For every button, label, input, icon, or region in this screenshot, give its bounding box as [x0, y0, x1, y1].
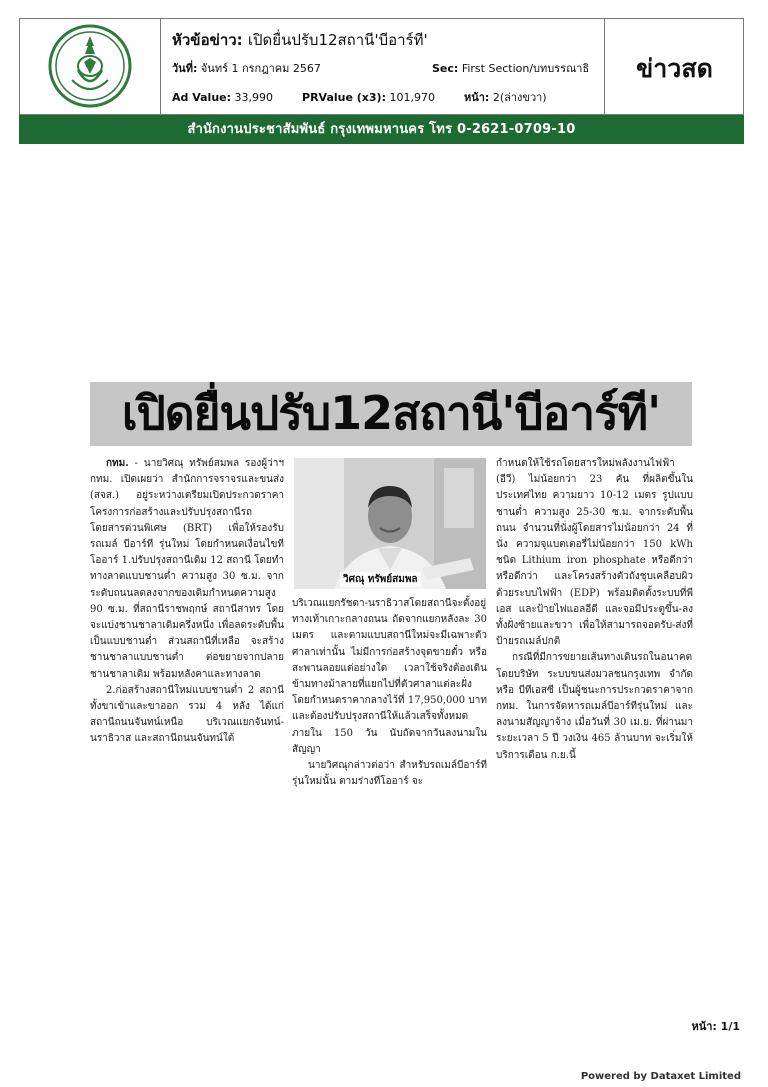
- news-header-card: [19, 18, 744, 115]
- date-value: จันทร์ 1 กรกฎาคม 2567: [200, 62, 321, 75]
- page-value: 2(ล่างขวา): [492, 91, 547, 104]
- column-3-paragraph-2: กรณีที่มีการขยายเส้นทางเดินรถในอนาคต โดยบริษัท ระบบขนส่งมวลชนกรุงเทพ จำกัด หรือ บีทีเอสซี เป็นผู้ชนะการประกวดราคาจาก กทม. ในการจัดหารถเมล์บีอาร์ทีรุ่นใหม่ และลงนามสัญญาจ้าง เมื่อวันที่ 30 เม.ย. ที่ผ่านมา ระยะเวลา 5 ปี วงเงิน 465 ล้านบาท จะเริ่มให้บริการเดือน ก.ย.นี้: [496, 652, 693, 761]
- article-column-3: [496, 456, 693, 764]
- section-field: [432, 59, 589, 77]
- ad-value: 33,990: [234, 91, 274, 104]
- ad-value-label: Ad Value:: [172, 91, 232, 104]
- photo-caption: วิศณุ ทรัพย์สมพล: [340, 572, 421, 587]
- pr-value: 101,970: [389, 91, 435, 104]
- date-row: [172, 59, 590, 77]
- section-value: First Section/บทบรรณาธิ: [461, 62, 590, 75]
- powered-by: Powered by Dataxet Limited: [580, 1071, 741, 1082]
- value-row: [172, 88, 547, 106]
- article-title: เปิดยื่นปรับ12สถานี'บีอาร์ที': [121, 386, 661, 440]
- news-type-box: [604, 19, 744, 114]
- portrait-photo: [294, 458, 486, 589]
- column-3-paragraph-1: กำหนดให้ใช้รถโดยสารใหม่พลังงานไฟฟ้า (อีวี) ไม่น้อยกว่า 23 คัน ที่ผลิตขึ้นในประเทศไทย ความยาว 10-12 เมตร รูปแบบชานต่ำ ความสูง 25-30 ซ.ม. จากระดับพื้นถนน จำนวนที่นั่งผู้โดยสารไม่น้อยกว่า 24 ที่นั่ง ความจุแบตเตอรี่ไม่น้อยกว่า 150 kWh ชนิด Lithium iron phosphate หรือดีกว่าหรือดีกว่า และโครงสร้างตัวถังชุบเคลือบผิวด้วยระบบไฟฟ้า (EDP) พร้อมติดตั้งระบบที่พีเอส และป้ายไฟแอลอีดี และจอมีประตูขึ้น-ลงทั้งฝั่งซ้ายและขวา เพื่อให้สามารถจอดรับ-ส่งที่ป้ายรถเมล์ปกติ: [496, 458, 693, 648]
- column-1-paragraph-1: [90, 456, 284, 683]
- bma-seal-logo: [48, 22, 132, 110]
- section-label: Sec:: [432, 62, 459, 75]
- logo-box: [20, 19, 161, 114]
- column-2-paragraph-1: บริเวณแยกรัชดา-นราธิวาสโดยสถานีจะตั้งอยู่ทางเท้าเกาะกลางถนน ถัดจากแยกหลังละ 30 เมตร และตามแบบสถานีใหม่จะมีเฉพาะตัวศาลาเท่านั้น ไม่มีการก่อสร้างจุดขายตั๋ว หรือสะพานลอยแต่อย่างใด เวลาใช้จริงต้องเดินข้ามทางม้าลายที่แยกไปที่ตัวศาลาแต่ละฝั่ง โดยกำหนดราคากลางไว้ที่ 17,950,000 บาท และต้องปรับปรุงสถานีให้แล้วเสร็จทั้งหมดภายใน 150 วัน นับถัดจากวันลงนามในสัญญา: [292, 598, 487, 755]
- date-label: วันที่:: [172, 62, 198, 75]
- headline-text: เปิดยื่นปรับ12สถานี'บีอาร์ที': [247, 31, 428, 49]
- office-contact-bar: สำนักงานประชาสัมพันธ์ กรุงเทพมหานคร โทร 0-2621-0709-10: [19, 115, 744, 144]
- dateline: กทม.: [106, 458, 129, 469]
- headline-row: [172, 28, 428, 52]
- article-column-1: [90, 456, 284, 748]
- header-info: [162, 19, 602, 114]
- article-column-2: [292, 596, 487, 790]
- headline-label: หัวข้อข่าว:: [172, 31, 243, 49]
- page-indicator: หน้า: 1/1: [691, 1020, 740, 1033]
- article-headline-band: [90, 382, 692, 446]
- paragraph-text: - นายวิศณุ ทรัพย์สมพล รองผู้ว่าฯ กทม. เปิดเผยว่า สำนักการจราจรและขนส่ง (สจส.) อยู่ระหว่างเตรียมเปิดประกวดราคาโครงการก่อสร้างและปรับปรุงสถานีรถโดยสารด่วนพิเศษ (BRT) เพื่อให้รองรับรถเมล์ บีอาร์ที รุ่นใหม่ โดยกำหนดเงื่อนไขทีโออาร์ 1.ปรับปรุงสถานีเดิม 12 สถานี โดยทำทางลาดแบบชานต่ำ ความสูง 30 ซ.ม. จากระดับถนนลดลงจากของเดิมกำหนดความสูง 90 ซ.ม. ที่สถานีราชพฤกษ์ สถานีสาทร โดยจะแบ่งชานชาลาเดิมครึ่งหนึ่ง เพื่อลดระดับพื้นเป็นแบบชานต่ำ ส่วนสถานีที่เหลือ จะสร้างชานชาลาแบบชานต่ำ ต่อขยายจากปลายชานชาลาเดิม พร้อมหลังคาและทางลาด: [90, 458, 284, 680]
- page-label: หน้า:: [463, 91, 490, 104]
- column-2-paragraph-2: นายวิศณุกล่าวต่อว่า สำหรับรถเมล์บีอาร์ที รุ่นใหม่นั้น ตามร่างทีโออาร์ จะ: [292, 760, 487, 788]
- column-1-paragraph-2: 2.ก่อสร้างสถานีใหม่แบบชานต่ำ 2 สถานี ทั้งขาเข้าและขาออก รวม 4 หลัง ได้แก่ สถานีถนนจันทน์เหนือ บริเวณแยกจันทน์-นราธิวาส และสถานีถนนจันทน์ใต้: [90, 684, 284, 745]
- pr-value-label: PRValue (x3):: [302, 91, 386, 104]
- news-type: ข่าวสด: [636, 54, 713, 83]
- article-photo: [294, 458, 486, 589]
